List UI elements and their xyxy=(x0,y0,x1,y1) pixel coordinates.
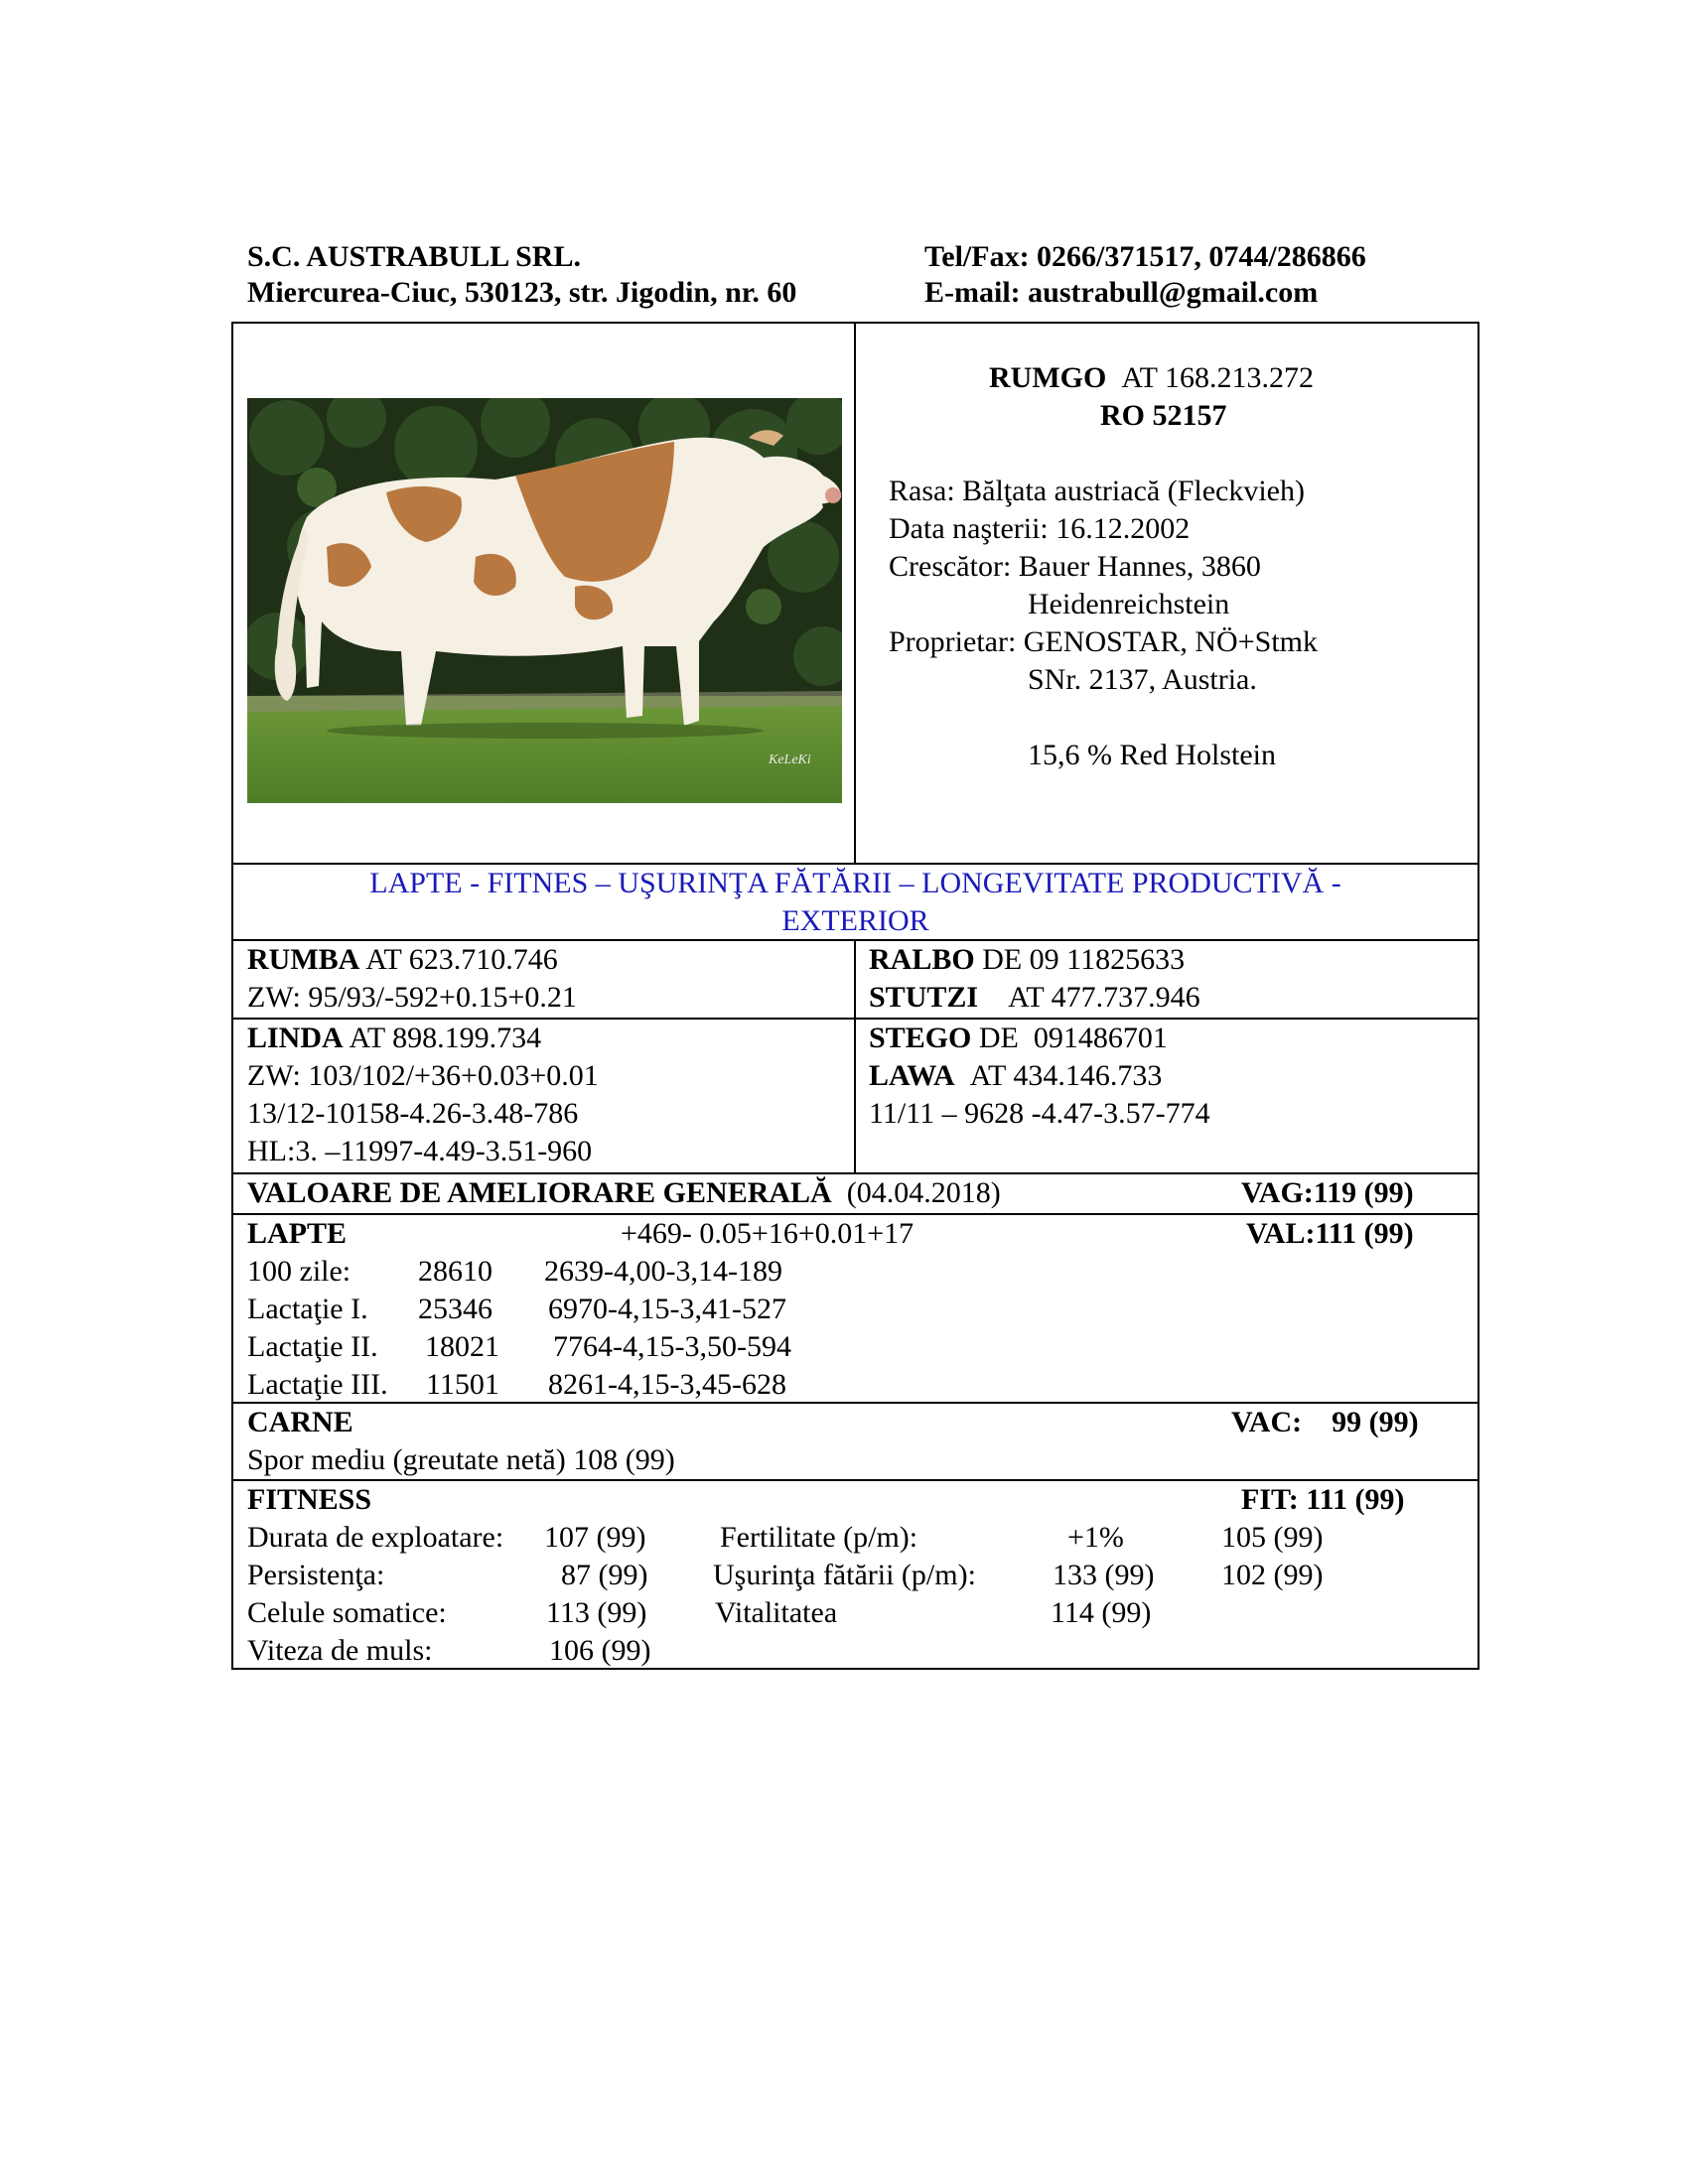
sire-name: RUMBA xyxy=(247,943,360,976)
fitness-label: FITNESS xyxy=(247,1483,372,1516)
company-telfax: Tel/Fax: 0266/371517, 0744/286866 xyxy=(924,240,1366,273)
fitness-left-label: Durata de exploatare: xyxy=(247,1521,504,1554)
pedigree-sire-dam-sire xyxy=(869,979,1200,1017)
sire-dam-sire-name: STUTZI xyxy=(869,981,979,1014)
pedigree-sire xyxy=(247,941,558,979)
company-address: Miercurea-Ciuc, 530123, str. Jigodin, nr. 60 xyxy=(247,276,797,309)
pedigree-sire-sire xyxy=(869,941,1185,979)
milk-values: +469- 0.05+16+0.01+17 xyxy=(621,1217,914,1250)
divider-top-vertical xyxy=(854,322,856,864)
milk-row-result: 2639-4,00-3,14-189 xyxy=(544,1255,782,1288)
fitness-right-label: Fertilitate (p/m): xyxy=(720,1521,918,1554)
photo-watermark: KeLeKi xyxy=(769,752,811,767)
fitness-right-v1: 133 (99) xyxy=(1053,1559,1155,1591)
dam-zw: ZW: 103/102/+36+0.03+0.01 xyxy=(247,1059,599,1092)
fitness-right-v1: 114 (99) xyxy=(1051,1596,1152,1629)
dam-id: AT 898.199.734 xyxy=(349,1022,542,1054)
meat-vac xyxy=(1231,1404,1419,1441)
section-title-line1: LAPTE - FITNES – UŞURINŢA FĂTĂRII – LONGEVITATE PRODUCTIVĂ - xyxy=(369,867,1341,899)
company-name: S.C. AUSTRABULL SRL. xyxy=(247,240,581,273)
milk-row-label: Lactaţie II. xyxy=(247,1330,378,1363)
milk-row-result: 7764-4,15-3,50-594 xyxy=(553,1330,791,1363)
meat-vac-value: 99 (99) xyxy=(1332,1406,1419,1438)
fitness-right-label: Uşurinţa fătării (p/m): xyxy=(713,1559,976,1591)
bull-owner-cont: SNr. 2137, Austria. xyxy=(1028,663,1257,696)
dam-perf1: 13/12-10158-4.26-3.48-786 xyxy=(247,1097,579,1130)
milk-label: LAPTE xyxy=(247,1217,348,1250)
bull-breeder-cont: Heidenreichstein xyxy=(1028,588,1230,620)
bull-title-line xyxy=(989,359,1314,397)
bull-rasa: Rasa: Bălţata austriacă (Fleckvieh) xyxy=(889,475,1305,507)
sire-id: AT 623.710.746 xyxy=(365,943,558,976)
bull-name: RUMGO xyxy=(989,361,1107,394)
dam-sire-id: DE 091486701 xyxy=(978,1022,1168,1054)
dam-perf2: HL:3. –11997-4.49-3.51-960 xyxy=(247,1135,593,1167)
general-vag: VAG:119 (99) xyxy=(1241,1176,1414,1209)
fitness-left-label: Celule somatice: xyxy=(247,1596,447,1629)
sire-dam-sire-id: AT 477.737.946 xyxy=(1008,981,1200,1014)
dam-sire-name: STEGO xyxy=(869,1022,972,1054)
company-email: E-mail: austrabull@gmail.com xyxy=(924,276,1319,309)
fitness-left-label: Viteza de muls: xyxy=(247,1634,433,1667)
milk-row-result: 8261-4,15-3,45-628 xyxy=(548,1368,786,1401)
fitness-left-value: 113 (99) xyxy=(546,1596,647,1629)
fitness-right-v2: 102 (99) xyxy=(1221,1559,1324,1591)
meat-spor: Spor mediu (greutate netă) 108 (99) xyxy=(247,1443,675,1476)
pedigree-dam-sire xyxy=(869,1020,1168,1057)
bull-birth-date: Data naşterii: 16.12.2002 xyxy=(889,512,1191,545)
section-title-line2: EXTERIOR xyxy=(781,904,929,937)
sire-zw: ZW: 95/93/-592+0.15+0.21 xyxy=(247,981,577,1014)
fitness-left-value: 87 (99) xyxy=(561,1559,648,1591)
milk-val: VAL:111 (99) xyxy=(1246,1217,1414,1250)
bull-breeder: Crescător: Bauer Hannes, 3860 xyxy=(889,550,1261,583)
fitness-fit: FIT: 111 (99) xyxy=(1241,1483,1405,1516)
fitness-right-v1: +1% xyxy=(1067,1521,1124,1554)
milk-row-result: 6970-4,15-3,41-527 xyxy=(548,1293,786,1325)
bull-ro-number: RO 52157 xyxy=(1100,399,1227,432)
fitness-left-label: Persistenţa: xyxy=(247,1559,385,1591)
milk-row-count: 28610 xyxy=(418,1255,492,1288)
meat-label: CARNE xyxy=(247,1406,353,1438)
sire-sire-id: DE 09 11825633 xyxy=(982,943,1186,976)
dam-dam-name: LAWA xyxy=(869,1059,955,1092)
pedigree-dam-dam xyxy=(869,1057,1162,1095)
milk-row-count: 11501 xyxy=(426,1368,499,1401)
dam-dam-perf: 11/11 – 9628 -4.47-3.57-774 xyxy=(869,1097,1210,1130)
milk-row-label: 100 zile: xyxy=(247,1255,352,1288)
dam-name: LINDA xyxy=(247,1022,344,1054)
milk-row-label: Lactaţie III. xyxy=(247,1368,388,1401)
dam-dam-id: AT 434.146.733 xyxy=(969,1059,1163,1092)
fitness-left-value: 106 (99) xyxy=(549,1634,651,1667)
bull-red-holstein: 15,6 % Red Holstein xyxy=(1028,739,1276,771)
fitness-right-label: Vitalitatea xyxy=(715,1596,838,1629)
fitness-left-value: 107 (99) xyxy=(544,1521,646,1554)
sire-sire-name: RALBO xyxy=(869,943,975,976)
general-label: VALOARE DE AMELIORARE GENERALĂ xyxy=(247,1176,832,1209)
pedigree-dam xyxy=(247,1020,541,1057)
bull-at-number: AT 168.213.272 xyxy=(1121,361,1314,394)
milk-row-count: 18021 xyxy=(425,1330,499,1363)
general-date: (04.04.2018) xyxy=(846,1176,1001,1209)
meat-vac-label: VAC: xyxy=(1231,1406,1303,1438)
bull-owner: Proprietar: GENOSTAR, NÖ+Stmk xyxy=(889,625,1318,658)
milk-row-label: Lactaţie I. xyxy=(247,1293,368,1325)
general-value-line xyxy=(247,1174,1001,1212)
fitness-right-v2: 105 (99) xyxy=(1221,1521,1324,1554)
divider-pedigree-vertical xyxy=(854,939,856,1173)
bull-photo xyxy=(247,398,842,803)
milk-row-count: 25346 xyxy=(418,1293,492,1325)
